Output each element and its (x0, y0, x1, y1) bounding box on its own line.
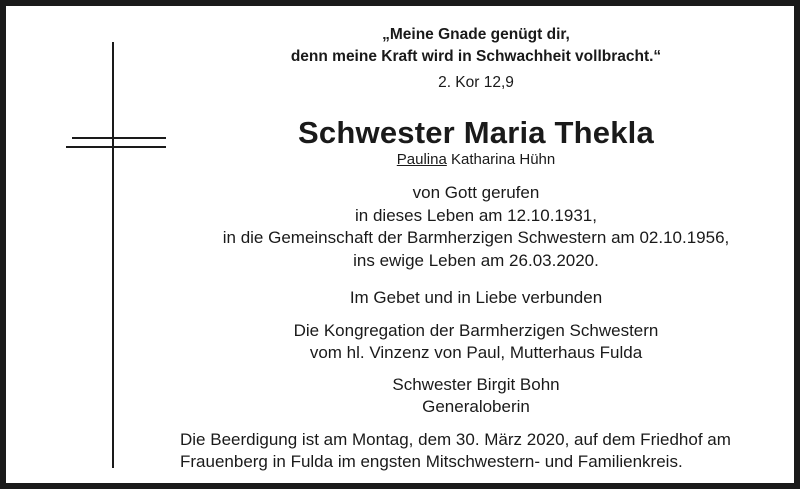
signatory (176, 374, 776, 418)
congregation-line-1: Die Kongregation der Barmherzigen Schwestern (293, 321, 659, 340)
dates-line-4: ins ewige Leben am 26.03.2020. (353, 250, 599, 270)
life-dates (176, 182, 776, 272)
birth-rest-name: Katharina Hühn (450, 151, 556, 168)
signatory-title: Generaloberin (422, 397, 530, 416)
signatory-name: Schwester Birgit Bohn (392, 375, 560, 394)
quote-line-1: „Meine Gnade genügt dir, (382, 26, 570, 43)
funeral-notice (180, 429, 776, 473)
closing-line: Im Gebet und in Liebe verbunden (349, 288, 603, 307)
congregation (176, 320, 776, 364)
funeral-line-2: Frauenberg in Fulda im engsten Mitschwestern- und Familienkreis. (180, 452, 683, 471)
bible-quote (176, 24, 776, 68)
dates-line-2: in dieses Leben am 12.10.1931, (355, 205, 597, 225)
congregation-line-2: vom hl. Vinzenz von Paul, Mutterhaus Fulda (309, 343, 643, 362)
quote-line-2: denn meine Kraft wird in Schwachheit vollbracht.“ (290, 48, 662, 65)
dates-line-3: in die Gemeinschaft der Barmherzigen Schwestern am 02.10.1956, (222, 228, 730, 247)
cross-icon-crossbar-lower (66, 146, 166, 148)
cross-icon-crossbar-upper (72, 137, 166, 139)
funeral-line-1: Die Beerdigung ist am Montag, dem 30. März 2020, auf dem Friedhof am (180, 430, 731, 449)
deceased-name: Schwester Maria Thekla (298, 115, 654, 150)
birth-first-name: Paulina (396, 151, 447, 168)
birth-name (176, 150, 776, 170)
cross-icon-vertical (112, 42, 114, 468)
quote-reference: 2. Kor 12,9 (438, 74, 514, 91)
dates-line-1: von Gott gerufen (412, 183, 540, 202)
